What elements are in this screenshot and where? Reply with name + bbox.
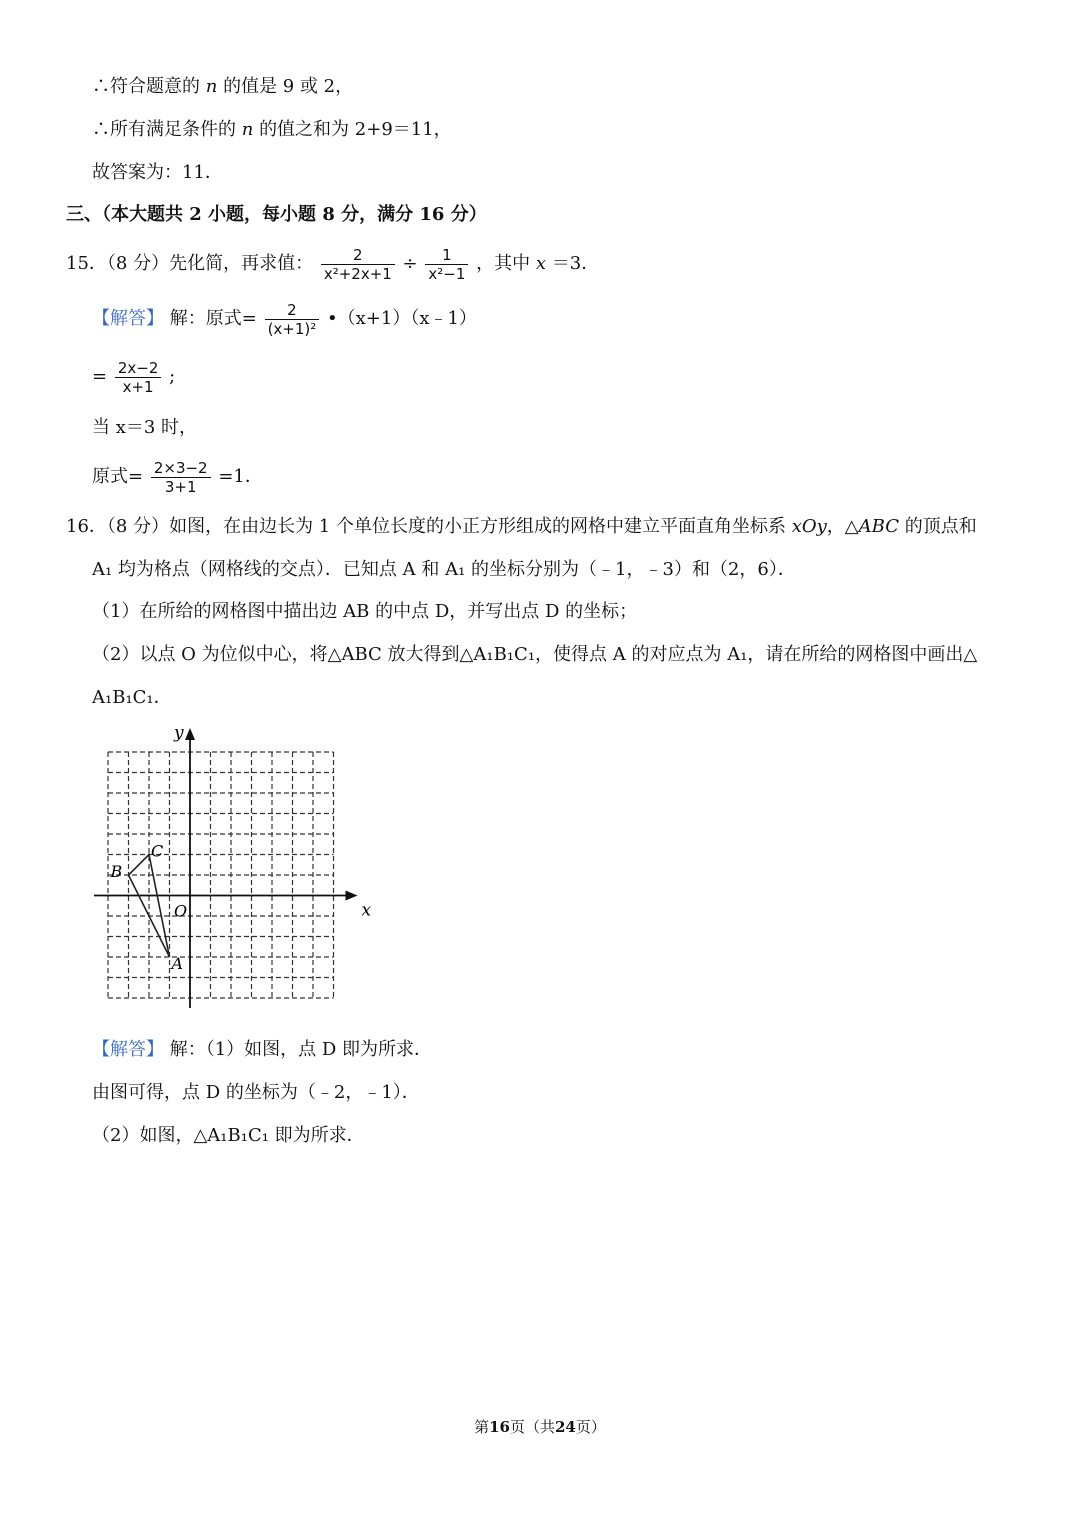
total-pages: 24: [555, 1418, 576, 1436]
question-16: [66, 514, 977, 540]
numerator: 1: [442, 245, 452, 264]
text-line-3: 故答案为：11．: [92, 162, 223, 183]
fraction-3: [265, 301, 320, 338]
footer-text: 第: [474, 1418, 490, 1436]
text-line-2: [92, 117, 452, 143]
var-n: n: [241, 119, 254, 140]
equals-sign: =: [92, 366, 108, 387]
numerator: 2: [287, 300, 297, 319]
q16-part-1: （1）在所给的网格图中描出边 AB 的中点 D，并写出点 D 的坐标；: [92, 601, 638, 622]
y-axis-label: y: [174, 723, 184, 743]
q16-answer-1: [92, 1037, 432, 1063]
y-axis-arrow: [185, 728, 195, 740]
text-segment: ;: [169, 366, 176, 387]
fraction-5: [151, 459, 211, 496]
page-number: 16: [489, 1418, 510, 1436]
text-segment: 解：原式=: [169, 308, 257, 329]
fraction-2: [425, 246, 468, 283]
fraction-4: [115, 359, 162, 396]
denominator: 3+1: [151, 477, 211, 496]
fraction-1: [321, 246, 395, 283]
q15-solution-2: [92, 354, 175, 400]
numerator: 2: [353, 245, 363, 264]
page-footer: [0, 1416, 1080, 1437]
q15-solution-4: [92, 454, 263, 500]
numerator: 2×3−2: [153, 458, 208, 477]
text-segment: 的值是 9 或 2，: [223, 76, 354, 97]
coordinate-grid-figure: [88, 720, 378, 1016]
point-c-label: C: [151, 841, 164, 861]
text-line-1: [92, 74, 353, 100]
point-a-label: A: [171, 954, 184, 973]
question-stem: 15．（8 分）先化简，再求值：: [66, 253, 314, 274]
x-axis-label: x: [361, 900, 372, 921]
q16-part-2-cont: A₁B₁C₁．: [92, 687, 172, 708]
x-axis-arrow: [346, 891, 358, 901]
text-segment: 的顶点和: [904, 516, 977, 537]
var-xoy: xOy: [791, 516, 827, 537]
divide-sign: ÷: [402, 253, 418, 274]
q16-line-2: A₁ 均为格点（网格线的交点）．已知点 A 和 A₁ 的坐标分别为（﹣1，﹣3）和（2，6）．: [92, 559, 796, 580]
q16-part-2: （2）以点 O 为位似中心，将△ABC 放大得到△A₁B₁C₁，使得点 A 的对应点为 A₁，请在所给的网格图中画出△: [92, 644, 978, 665]
denominator: (x+1)²: [265, 319, 320, 338]
q15-solution-1: [92, 296, 477, 342]
answer-tag: 【解答】: [92, 1039, 164, 1060]
text-segment: ∴所有满足条件的: [92, 119, 236, 140]
grid-lines: [108, 752, 334, 998]
text-segment: ∴符合题意的: [92, 76, 200, 97]
numerator: 2x−2: [117, 358, 159, 377]
origin-label: O: [174, 901, 188, 921]
denominator: x²+2x+1: [321, 264, 395, 283]
footer-text: 页（共: [509, 1418, 555, 1436]
var-abc: ABC: [858, 516, 899, 537]
q16-answer-2: 由图可得，点 D 的坐标为（﹣2，﹣1）．: [92, 1082, 420, 1103]
text-segment: 解：（1）如图，点 D 即为所求．: [169, 1039, 433, 1060]
text-segment: ＝3．: [551, 253, 600, 274]
var-x: x: [535, 253, 547, 274]
question-15: [66, 240, 599, 288]
denominator: x+1: [115, 377, 162, 396]
text-segment: =1．: [218, 466, 263, 487]
text-segment: ，△: [826, 516, 859, 537]
q15-solution-3: 当 x＝3 时，: [92, 417, 198, 438]
q16-answer-3: （2）如图，△A₁B₁C₁ 即为所求．: [92, 1125, 365, 1146]
question-stem: 16．（8 分）如图，在由边长为 1 个单位长度的小正方形组成的网格中建立平面直角坐标系: [66, 516, 786, 537]
text-segment: 的值之和为 2+9＝11，: [259, 119, 452, 140]
denominator: x²−1: [425, 264, 468, 283]
text-segment: •（x+1）（x﹣1）: [327, 308, 477, 329]
axes: [94, 728, 358, 1008]
var-n: n: [205, 76, 218, 97]
answer-tag: 【解答】: [92, 308, 164, 329]
section-heading: 三、（本大题共 2 小题，每小题 8 分，满分 16 分）: [66, 204, 487, 225]
footer-text: 页）: [575, 1418, 606, 1436]
text-segment: ，其中: [476, 253, 531, 274]
text-segment: 原式=: [92, 466, 144, 487]
point-b-label: B: [110, 862, 123, 881]
